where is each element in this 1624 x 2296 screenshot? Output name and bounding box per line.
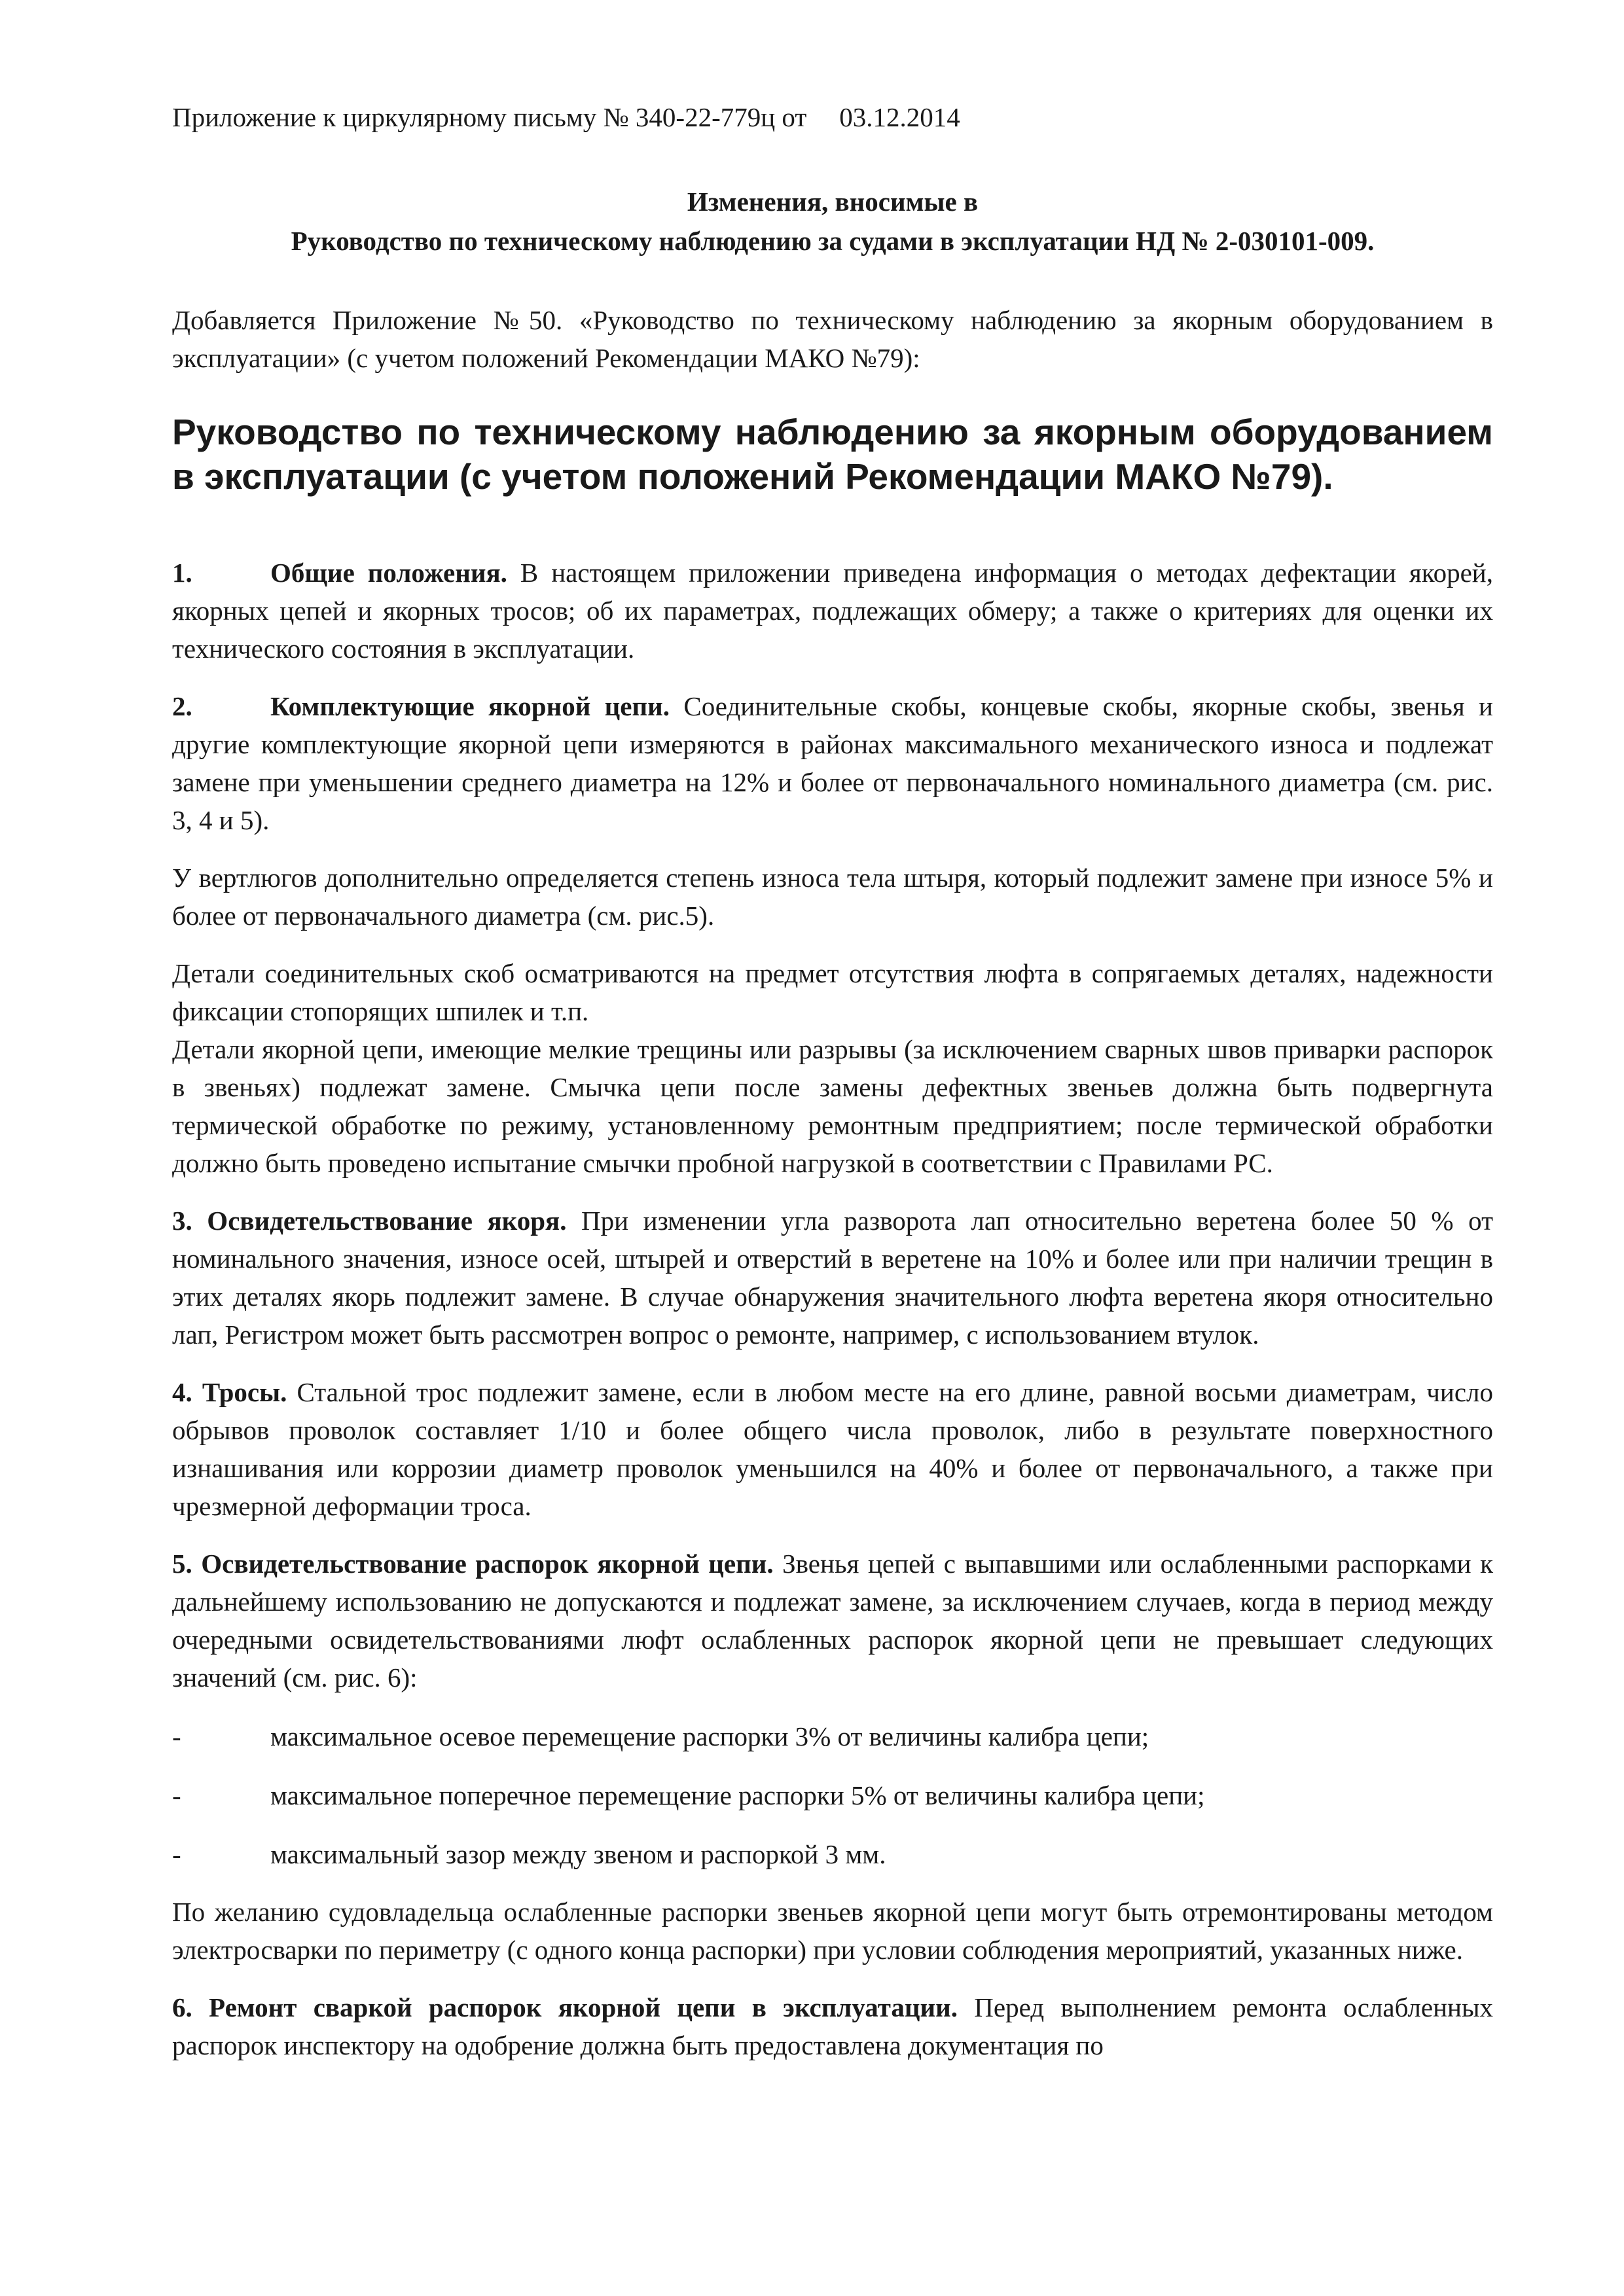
section-1-text: В настоящем приложении приведена информация о методах дефектации якорей, якорных цепей и якорных тросов; об их параметрах, подлежащих обмеру; а также о критериях для оценки их технического состояния в эксплуатации. xyxy=(172,558,1493,664)
section-2-title: Комплектующие якорной цепи. xyxy=(270,691,670,721)
list-item xyxy=(172,1835,1493,1873)
list-dash: - xyxy=(172,1780,181,1810)
section-3-text: При изменении угла разворота лап относительно веретена более 50 % от номинального значения, износе осей, штырей и отверстий в веретене на 10% и более или при наличии трещин в этих деталях якорь подлежит замене. В случае обнаружения значительного люфта веретена якоря относительно лап, Регистром может быть рассмотрен вопрос о ремонте, например, с использованием втулок. xyxy=(172,1206,1493,1350)
list-dash: - xyxy=(172,1721,181,1751)
section-2-text: Соединительные скобы, концевые скобы, якорные скобы, звенья и другие комплектующие якорной цепи измеряются в районах максимального механического износа и подлежат замене при уменьшении среднего диаметра на 12% и более от первоначального номинального диаметра (см. рис. 3, 4 и 5). xyxy=(172,691,1493,835)
section-3 xyxy=(172,1202,1493,1354)
list-item-text: максимальное поперечное перемещение распорки 5% от величины калибра цепи; xyxy=(270,1780,1205,1810)
list-item xyxy=(172,1776,1493,1814)
section-2 xyxy=(172,687,1493,839)
section-5-paragraph-2: По желанию судовладельца ослабленные распорки звеньев якорной цепи могут быть отремонтированы методом электросварки по периметру (с одного конца распорки) при условии соблюдения мероприятий, указанных ниже. xyxy=(172,1897,1493,1965)
section-4-title: 4. Тросы. xyxy=(172,1377,287,1407)
list-item xyxy=(172,1717,1493,1755)
title-line-2: Руководство по техническому наблюдению за судами в эксплуатации НД № 2-030101-009. xyxy=(291,226,1375,256)
section-2-paragraph-3: Детали соединительных скоб осматриваются на предмет отсутствия люфта в сопрягаемых деталях, надежности фиксации стопорящих шпилек и т.п. xyxy=(172,958,1493,1026)
section-6 xyxy=(172,1988,1493,2064)
document-header xyxy=(172,98,1493,136)
section-4-text: Стальной трос подлежит замене, если в любом месте на его длине, равной восьми диаметрам, число обрывов проволок составляет 1/10 и более общего числа проволок, либо в результате поверхностного изнашивания или коррозии диаметр проволок уменьшился на 40% и более от первоначального, а также при чрезмерной деформации троса. xyxy=(172,1377,1494,1521)
list-dash: - xyxy=(172,1839,181,1869)
title-line-1: Изменения, вносимые в xyxy=(687,187,979,217)
section-3-title: 3. Освидетельствование якоря. xyxy=(172,1206,567,1236)
section-5-title: 5. Освидетельствование распорок якорной цепи. xyxy=(172,1549,774,1579)
section-6-title: 6. Ремонт сваркой распорок якорной цепи в эксплуатации. xyxy=(172,1992,958,2022)
list-item-text: максимальное осевое перемещение распорки 3% от величины калибра цепи; xyxy=(270,1721,1149,1751)
main-heading: Руководство по техническому наблюдению за якорным оборудованием в эксплуатации (с учетом положений Рекомендации МАКО №79). xyxy=(172,412,1493,497)
section-1-title: Общие положения. xyxy=(270,558,507,588)
section-1 xyxy=(172,554,1493,668)
section-5 xyxy=(172,1545,1493,1696)
section-2-paragraph-2: У вертлюгов дополнительно определяется степень износа тела штыря, который подлежит замене при износе 5% и более от первоначального диаметра (см. рис.5). xyxy=(172,863,1493,931)
intro-paragraph: Добавляется Приложение №50. «Руководство по техническому наблюдению за якорным оборудованием в эксплуатации» (с учетом положений Рекомендации МАКО №79): xyxy=(172,305,1493,373)
section-6-text: Перед выполнением ремонта ослабленных распорок инспектору на одобрение должна быть предоставлена документация по xyxy=(172,1992,1493,2060)
header-date: 03.12.2014 xyxy=(839,102,960,132)
section-1-number: 1. xyxy=(172,558,192,588)
header-text: Приложение к циркулярному письму № 340-22-779ц от xyxy=(172,102,807,132)
document-title xyxy=(172,182,1493,260)
section-2-paragraph-4: Детали якорной цепи, имеющие мелкие трещины или разрывы (за исключением сварных швов приварки распорок в звеньях) подлежат замене. Смычка цепи после замены дефектных звеньев должна быть подвергнута термической обработке по режиму, установленному ремонтным предприятием; после термической обработки должно быть проведено испытание смычки пробной нагрузкой в соответствии с Правилами РС. xyxy=(172,1034,1493,1178)
document-page xyxy=(172,98,1493,2064)
section-2-number: 2. xyxy=(172,691,192,721)
list-item-text: максимальный зазор между звеном и распоркой 3 мм. xyxy=(270,1839,886,1869)
section-4 xyxy=(172,1373,1493,1525)
section-5-text: Звенья цепей с выпавшими или ослабленными распорками к дальнейшему использованию не допускаются и подлежат замене, за исключением случаев, когда в период между очередными освидетельствованиями люфт ослабленных распорок якорной цепи не превышает следующих значений (см. рис. 6): xyxy=(172,1549,1493,1693)
